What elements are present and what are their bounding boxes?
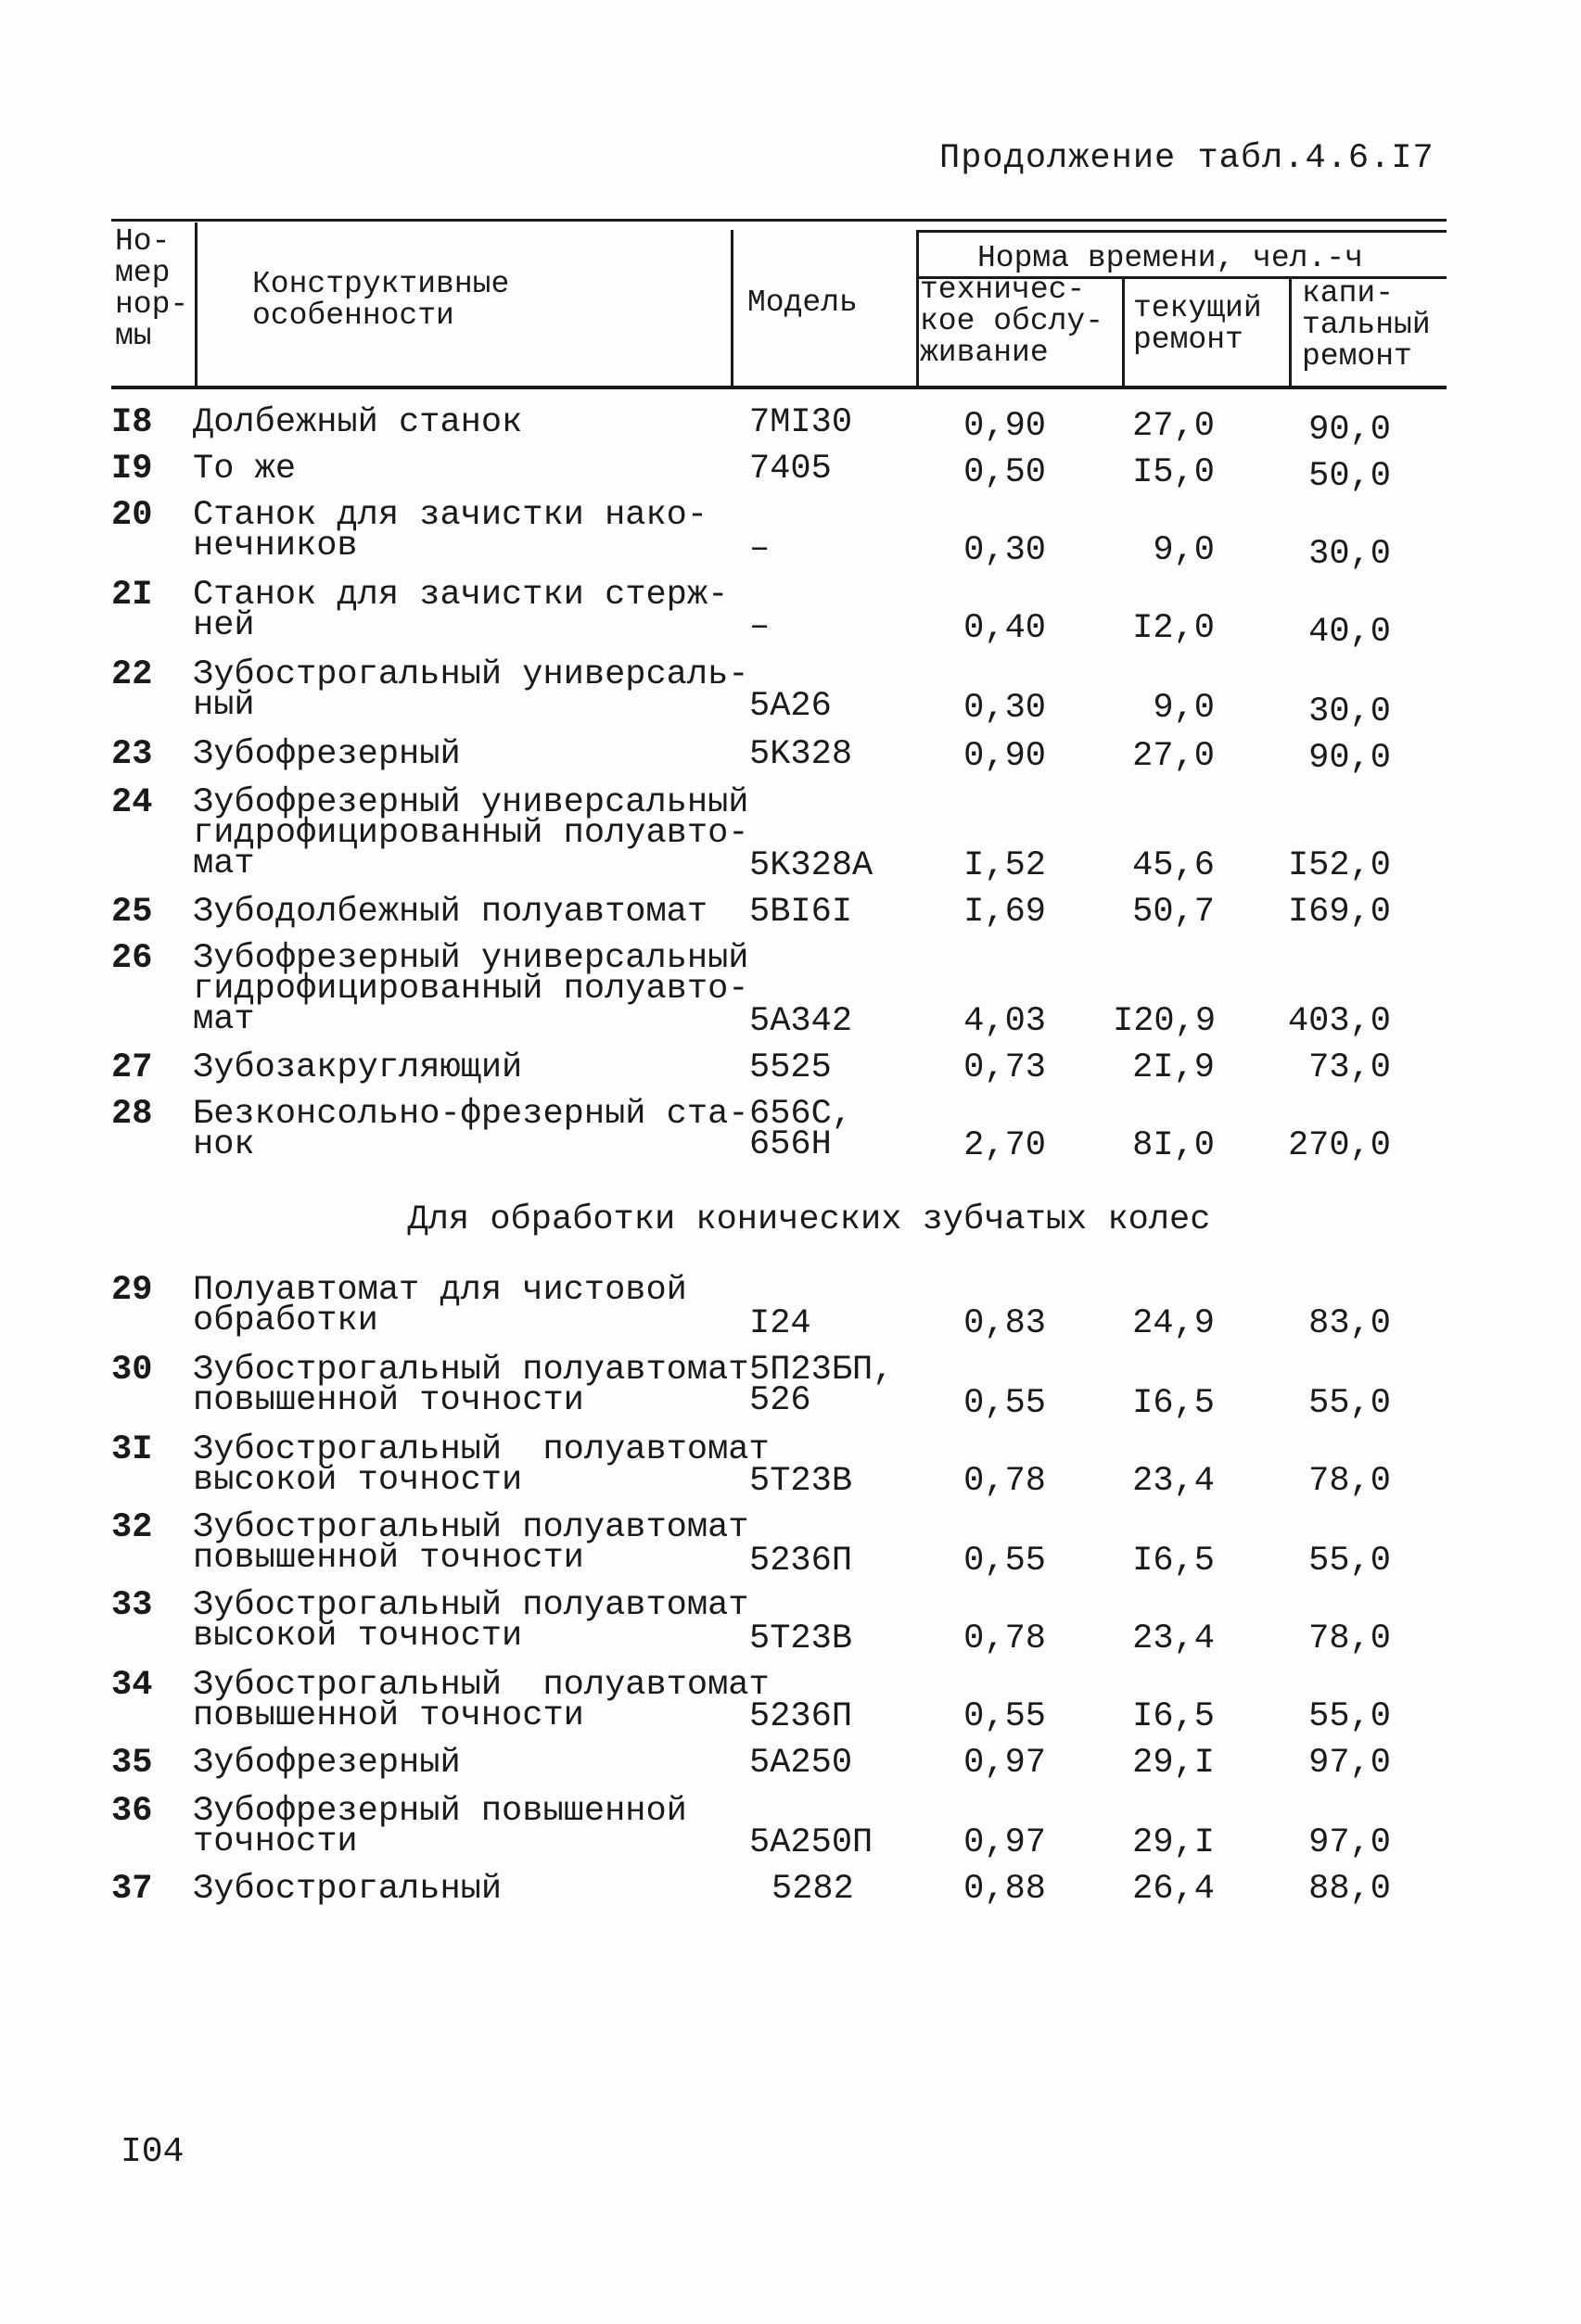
table-row [0,893,1581,932]
row-capital-repair: 55,0 [1308,1384,1391,1423]
row-current-repair: I6,5 [1132,1697,1215,1736]
row-name: Безконсольно-фрезерный ста- нок [193,1095,749,1164]
table-caption: Продолжение табл.4.6.I7 [939,139,1434,178]
column-divider-4 [1122,276,1125,386]
header-bottom-rule [111,386,1447,389]
row-model: 5T23B [749,1462,853,1501]
row-number: 25 [111,893,153,932]
row-current-repair: 9,0 [1153,531,1215,570]
section-title: Для обработки конических зубчатых колес [407,1200,1211,1239]
row-name: Зубострогальный полуавтомат высокой точности [193,1430,770,1500]
row-number: 32 [111,1508,153,1547]
row-name: Зубофрезерный [193,1744,461,1783]
column-divider-1 [195,222,198,386]
row-maintenance: I,69 [963,893,1046,932]
row-name: Зубострогальный [193,1870,503,1909]
row-number: 33 [111,1586,153,1625]
row-number: 3I [111,1430,153,1469]
row-current-repair: 8I,0 [1132,1126,1215,1165]
row-capital-repair: 30,0 [1308,692,1391,731]
row-number: I8 [111,403,153,442]
row-name: Зубострогальный полуавтомат повышенной точности [193,1508,749,1578]
column-divider-5 [1289,276,1292,386]
row-capital-repair: 78,0 [1308,1462,1391,1501]
table-row [0,1870,1581,1909]
table-row [0,1508,1581,1581]
row-model: 5П23БП, 526 [749,1351,894,1420]
row-number: 2I [111,576,153,615]
row-name: То же [193,450,297,489]
row-maintenance: 0,55 [963,1384,1046,1423]
row-model: 5K328 [749,735,853,774]
row-current-repair: 9,0 [1153,689,1215,728]
table-row [0,1430,1581,1501]
row-maintenance: 0,30 [963,689,1046,728]
row-name: Полуавтомат для чистовой обработки [193,1271,687,1340]
row-maintenance: 0,55 [963,1697,1046,1736]
row-model: 5282 [771,1870,854,1909]
row-current-repair: 2I,9 [1132,1048,1215,1087]
row-name: Зубофрезерный универсальный гидрофицированный полуавто- мат [193,939,749,1039]
row-current-repair: I20,9 [1113,1002,1217,1041]
row-name: Зубодолбежный полуавтомат [193,893,708,932]
row-capital-repair: 40,0 [1308,613,1391,652]
row-model: – [749,607,771,646]
row-capital-repair: 90,0 [1308,739,1391,778]
row-number: 37 [111,1870,153,1909]
header-top-rule [111,219,1447,222]
row-current-repair: I5,0 [1132,453,1215,492]
row-maintenance: 0,78 [963,1619,1046,1658]
row-capital-repair: 97,0 [1308,1823,1391,1862]
row-maintenance: 0,97 [963,1744,1046,1783]
row-maintenance: 0,30 [963,531,1046,570]
row-maintenance: 0,55 [963,1542,1046,1581]
row-capital-repair: 55,0 [1308,1542,1391,1581]
row-number: 20 [111,496,153,535]
row-maintenance: I,52 [963,846,1046,885]
row-number: 30 [111,1351,153,1390]
table-row [0,939,1581,1041]
header-model: Модель [747,286,858,320]
row-current-repair: 26,4 [1132,1870,1215,1909]
table-row [0,450,1581,496]
row-capital-repair: 270,0 [1287,1126,1391,1165]
row-number: 36 [111,1792,153,1831]
table-row [0,576,1581,652]
table-row [0,1666,1581,1736]
row-name: Зубофрезерный универсальный гидрофицированный полуавто- мат [193,783,749,883]
row-capital-repair: 55,0 [1308,1697,1391,1736]
row-number: 23 [111,735,153,774]
row-current-repair: I2,0 [1132,609,1215,648]
row-maintenance: 0,88 [963,1870,1046,1909]
row-model: – [749,529,771,568]
row-capital-repair: 90,0 [1308,411,1391,450]
row-capital-repair: I69,0 [1287,893,1391,932]
row-maintenance: 0,90 [963,407,1046,446]
row-name: Зубофрезерный повышенной точности [193,1792,687,1861]
table-row [0,1586,1581,1658]
table-row [0,735,1581,778]
row-name: Зубозакругляющий [193,1048,523,1087]
row-model: 5T23B [749,1619,853,1658]
row-capital-repair: 30,0 [1308,535,1391,574]
row-maintenance: 0,40 [963,609,1046,648]
row-capital-repair: I52,0 [1287,846,1391,885]
row-model: 656C, 656H [749,1095,853,1164]
table-row [0,1095,1581,1165]
row-name: Станок для зачистки стерж- ней [193,576,729,645]
header-current-repair: текущий ремонт [1133,291,1262,357]
row-maintenance: 0,97 [963,1823,1046,1862]
row-current-repair: 50,7 [1132,893,1215,932]
header-top-rule-right [916,230,1447,233]
row-number: 26 [111,939,153,978]
row-maintenance: 4,03 [963,1002,1046,1041]
row-number: I9 [111,450,153,489]
row-name: Зубострогальный полуавтомат повышенной точности [193,1351,749,1420]
row-current-repair: 45,6 [1132,846,1215,885]
row-capital-repair: 83,0 [1308,1304,1391,1343]
row-number: 22 [111,655,153,694]
row-model: 5BI6I [749,893,853,932]
header-norm: Норма времени, чел.-ч [977,241,1363,275]
row-number: 34 [111,1666,153,1705]
row-maintenance: 0,90 [963,737,1046,776]
column-divider-2 [731,230,733,386]
row-name: Долбежный станок [193,403,523,442]
table-row [0,496,1581,574]
row-number: 24 [111,783,153,822]
row-current-repair: 29,I [1132,1744,1215,1783]
row-capital-repair: 88,0 [1308,1870,1391,1909]
row-model: 5236П [749,1542,853,1581]
table-row [0,1048,1581,1087]
row-maintenance: 0,78 [963,1462,1046,1501]
header-features: Конструктивные особенности [252,267,510,333]
header-number: Но- мер нор- мы [115,224,189,353]
row-number: 27 [111,1048,153,1087]
row-current-repair: I6,5 [1132,1542,1215,1581]
row-current-repair: 27,0 [1132,737,1215,776]
header-maintenance: техничес- кое обслу- живание [920,273,1104,370]
row-name: Зубострогальный универсаль- ный [193,655,749,725]
table-row [0,403,1581,450]
table-row [0,655,1581,731]
row-model: 5236П [749,1697,853,1736]
row-number: 29 [111,1271,153,1310]
row-model: 5525 [749,1048,832,1087]
row-maintenance: 0,50 [963,453,1046,492]
row-current-repair: 27,0 [1132,407,1215,446]
row-model: 7405 [749,450,832,489]
row-model: 5K328A [749,846,873,885]
row-current-repair: 24,9 [1132,1304,1215,1343]
row-capital-repair: 73,0 [1308,1048,1391,1087]
row-model: 5A250П [749,1823,873,1862]
row-name: Зубострогальный полуавтомат высокой точности [193,1586,749,1656]
row-model: I24 [749,1304,811,1343]
row-current-repair: I6,5 [1132,1384,1215,1423]
row-name: Станок для зачистки нако- нечников [193,496,708,565]
column-divider-3 [916,230,919,386]
table-row [0,783,1581,885]
table-row [0,1351,1581,1423]
row-model: 5A26 [749,687,832,726]
row-number: 28 [111,1095,153,1134]
row-model: 7MI30 [749,403,853,442]
row-model: 5A342 [749,1002,853,1041]
row-number: 35 [111,1744,153,1783]
row-capital-repair: 403,0 [1287,1002,1391,1041]
row-name: Зубострогальный полуавтомат повышенной точности [193,1666,770,1735]
row-capital-repair: 78,0 [1308,1619,1391,1658]
row-current-repair: 23,4 [1132,1619,1215,1658]
row-maintenance: 0,83 [963,1304,1046,1343]
row-capital-repair: 50,0 [1308,457,1391,496]
row-maintenance: 0,73 [963,1048,1046,1087]
row-name: Зубофрезерный [193,735,461,774]
row-capital-repair: 97,0 [1308,1744,1391,1783]
row-model: 5A250 [749,1744,853,1783]
table-row [0,1744,1581,1783]
row-current-repair: 23,4 [1132,1462,1215,1501]
page-number: I04 [121,2132,185,2172]
header-capital-repair: капи- тальный ремонт [1302,276,1431,374]
row-current-repair: 29,I [1132,1823,1215,1862]
row-maintenance: 2,70 [963,1126,1046,1165]
